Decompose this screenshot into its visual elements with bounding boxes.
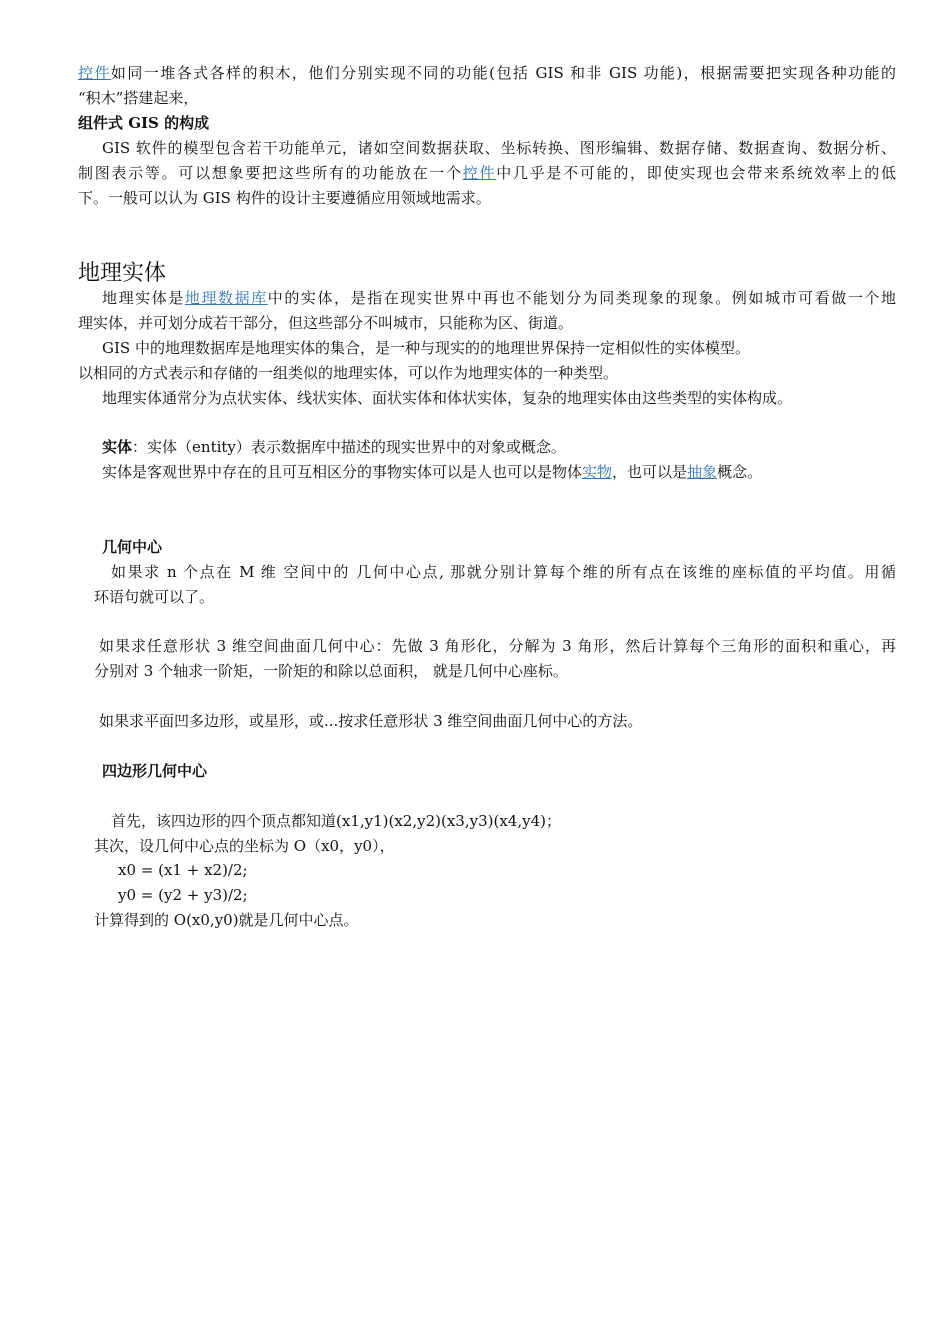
text-span: 实体是客观世界中存在的且可互相区分的事物实体可以是人也可以是物体 — [102, 463, 583, 481]
heading-quad-center: 四边形几何中心 — [102, 762, 208, 780]
paragraph-component-intro-line2: “积木”搭建起来， — [78, 89, 199, 107]
text-span: 地理实体是 — [102, 289, 185, 307]
text-span: 中几乎是不可能的，即使实现也会带来系统效率上的低 — [496, 164, 896, 182]
paragraph-component-intro-line1 — [78, 61, 896, 86]
quad-step-first: 首先，该四边形的四个顶点都知道(x1,y1)(x2,y2)(x3,y3)(x4,y4)； — [111, 812, 561, 830]
paragraph-entity-term — [102, 435, 920, 460]
paragraph-gis-model-line3: 下。一般可以认为 GIS 构件的设计主要遵循应用领域地需求。 — [78, 189, 491, 207]
heading-geometric-center: 几何中心 — [102, 538, 163, 556]
text-span: 如同一堆各式各样的积木，他们分别实现不同的功能(包括 GIS 和非 GIS 功能)，根据需要把实现各种功能的 — [110, 64, 896, 82]
text-span: 实体（entity）表示数据库中描述的现实世界中的对象或概念。 — [147, 438, 566, 456]
heading-geographic-entity: 地理实体 — [78, 261, 167, 286]
paragraph-gis-model-line1: GIS 软件的模型包含若干功能单元，诸如空间数据获取、坐标转换、图形编辑、数据存储、数据查询、数据分析、 — [102, 139, 896, 157]
link-chouxiang[interactable]: 抽象 — [687, 463, 718, 481]
link-kongjian[interactable]: 控件 — [78, 64, 111, 82]
paragraph-3d-surface-line1: 如果求任意形状 3 维空间曲面几何中心：先做 3 角形化，分解为 3 角形，然后计算每个三角形的面积和重心，再 — [99, 637, 896, 655]
text-span: ，也可以是 — [612, 463, 688, 481]
paragraph-entity-kinds: 地理实体通常分为点状实体、线状实体、面状实体和体状实体，复杂的地理实体由这些类型的实体构成。 — [102, 389, 793, 407]
quad-formula-x0: x0 = (x1 + x2)/2; — [118, 861, 248, 879]
text-span: 中的实体，是指在现实世界中再也不能划分为同类现象的现象。例如城市可看做一个地 — [267, 289, 896, 307]
entity-label: 实体 — [102, 438, 133, 456]
paragraph-concave-polygon: 如果求平面凹多边形，或星形，或...按求任意形状 3 维空间曲面几何中心的方法。 — [99, 712, 643, 730]
quad-formula-y0: y0 = (y2 + y3)/2; — [118, 886, 248, 904]
paragraph-entity-def-line2: 理实体，并可划分成若干部分，但这些部分不叫城市，只能称为区、街道。 — [78, 314, 574, 332]
link-shiwu[interactable]: 实物 — [582, 463, 613, 481]
link-kongjian-2[interactable]: 控件 — [462, 164, 497, 182]
paragraph-3d-surface-line2: 分别对 3 个轴求一阶矩，一阶矩的和除以总面积， 就是几何中心座标。 — [94, 662, 568, 680]
text-span: 制图表示等。可以想象要把这些所有的功能放在一个 — [78, 164, 463, 182]
paragraph-n-points-line1: 如果求 n 个点在 M 维 空间中的 几何中心点, 那就分别计算每个维的所有点在该维的座标值的平均值。用循 — [111, 563, 896, 581]
link-geo-database[interactable]: 地理数据库 — [184, 289, 268, 307]
paragraph-entity-object — [102, 460, 920, 485]
paragraph-entity-type: 以相同的方式表示和存储的一组类似的地理实体，可以作为地理实体的一种类型。 — [78, 364, 619, 382]
heading-component-gis: 组件式 GIS 的构成 — [78, 114, 210, 132]
quad-step-second: 其次，设几何中心点的坐标为 O（x0，y0）， — [94, 837, 395, 855]
quad-result: 计算得到的 O(x0,y0)就是几何中心点。 — [94, 911, 359, 929]
text-span: ： — [132, 438, 148, 456]
paragraph-n-points-line2: 环语句就可以了。 — [94, 588, 215, 606]
text-span: 概念。 — [717, 463, 763, 481]
paragraph-geo-database: GIS 中的地理数据库是地理实体的集合，是一种与现实的的地理世界保持一定相似性的实体模型。 — [102, 339, 750, 357]
paragraph-gis-model-line2 — [78, 161, 896, 186]
paragraph-entity-def-line1 — [102, 286, 896, 311]
